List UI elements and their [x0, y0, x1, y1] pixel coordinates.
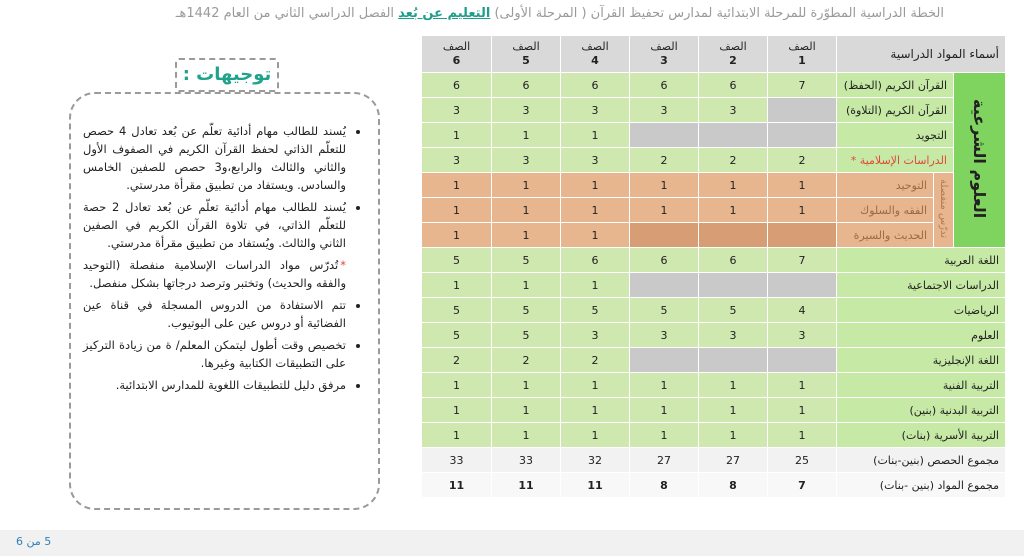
- table-row: [422, 73, 1006, 98]
- grade-1-header: الصف 1: [768, 36, 837, 73]
- table-cell: 2: [561, 348, 630, 373]
- table-cell: [630, 223, 699, 248]
- table-cell: 3: [699, 323, 768, 348]
- subject-label: اللغة العربية: [837, 248, 1006, 273]
- total-subjects-row: [422, 473, 1006, 498]
- subject-label: القرآن الكريم (التلاوة): [837, 98, 954, 123]
- table-cell: 1: [422, 423, 492, 448]
- table-cell: 1: [699, 173, 768, 198]
- table-cell: 11: [561, 473, 630, 498]
- table-cell: 5: [422, 298, 492, 323]
- separate-label: تدرّس منفصلة: [934, 173, 954, 248]
- subjects-header: أسماء المواد الدراسية: [837, 36, 1006, 73]
- table-cell: 2: [630, 148, 699, 173]
- table-cell: 1: [699, 398, 768, 423]
- table-cell: 3: [492, 148, 561, 173]
- table-cell: 1: [492, 123, 561, 148]
- table-cell: 1: [492, 373, 561, 398]
- subject-label: الفقه والسلوك: [837, 198, 934, 223]
- table-cell: 2: [699, 148, 768, 173]
- table-cell: 5: [492, 323, 561, 348]
- subject-label: القرآن الكريم (الحفظ): [837, 73, 954, 98]
- table-cell: 6: [422, 73, 492, 98]
- guideline-item: • مرفق دليل للتطبيقات اللغوية للمدارس الابتدائية.: [83, 376, 346, 394]
- subject-label: الحديث والسيرة: [837, 223, 934, 248]
- table-cell: 6: [630, 73, 699, 98]
- table-cell: 7: [768, 248, 837, 273]
- footer-band: [0, 530, 1024, 556]
- table-cell: 1: [422, 123, 492, 148]
- table-cell: 7: [768, 73, 837, 98]
- table-cell: 3: [561, 148, 630, 173]
- table-cell: 1: [699, 373, 768, 398]
- table-cell: 4: [768, 298, 837, 323]
- table-row: [422, 423, 1006, 448]
- subject-label: الدراسات الاجتماعية: [837, 273, 1006, 298]
- table-cell: 1: [630, 373, 699, 398]
- table-row: [422, 298, 1006, 323]
- table-cell: 1: [630, 173, 699, 198]
- grade-2-header: الصف 2: [699, 36, 768, 73]
- study-plan-table: [421, 35, 1006, 498]
- table-cell: [768, 98, 837, 123]
- guidelines-title: توجيهات :: [175, 58, 279, 92]
- table-cell: [699, 123, 768, 148]
- table-cell: [768, 123, 837, 148]
- table-cell: [630, 123, 699, 148]
- table-row: [422, 223, 1006, 248]
- table-row: [422, 98, 1006, 123]
- table-row: [422, 198, 1006, 223]
- table-cell: 1: [768, 423, 837, 448]
- table-cell: 32: [561, 448, 630, 473]
- table-cell: 1: [492, 223, 561, 248]
- table-row: [422, 148, 1006, 173]
- subject-label: اللغة الإنجليزية: [837, 348, 1006, 373]
- table-cell: 1: [492, 423, 561, 448]
- title-highlight: التعليم عن بُعد: [398, 6, 491, 21]
- table-cell: 1: [422, 198, 492, 223]
- table-cell: 3: [492, 98, 561, 123]
- table-row: [422, 173, 1006, 198]
- table-cell: 33: [422, 448, 492, 473]
- table-row: [422, 273, 1006, 298]
- subject-label: التجويد: [837, 123, 954, 148]
- table-cell: 1: [422, 223, 492, 248]
- table-cell: 25: [768, 448, 837, 473]
- table-cell: 3: [561, 323, 630, 348]
- table-cell: 1: [561, 223, 630, 248]
- table-cell: 6: [630, 248, 699, 273]
- sharia-group-label: العلوم الشرعية: [954, 73, 1006, 248]
- table-cell: 1: [422, 173, 492, 198]
- table-cell: 1: [492, 198, 561, 223]
- total-periods-label: مجموع الحصص (بنين-بنات): [837, 448, 1006, 473]
- table-cell: 2: [422, 348, 492, 373]
- table-cell: 3: [630, 323, 699, 348]
- table-cell: 1: [630, 398, 699, 423]
- table-row: [422, 323, 1006, 348]
- table-cell: 1: [561, 198, 630, 223]
- table-cell: [768, 223, 837, 248]
- grade-6-header: الصف 6: [422, 36, 492, 73]
- table-cell: 6: [699, 73, 768, 98]
- table-cell: 5: [492, 298, 561, 323]
- table-row: [422, 373, 1006, 398]
- header-row: [422, 36, 1006, 73]
- table-cell: 27: [630, 448, 699, 473]
- grade-4-header: الصف 4: [561, 36, 630, 73]
- table-cell: 8: [630, 473, 699, 498]
- table-cell: [699, 348, 768, 373]
- table-cell: 2: [492, 348, 561, 373]
- table-cell: 7: [768, 473, 837, 498]
- total-subjects-label: مجموع المواد (بنين -بنات): [837, 473, 1006, 498]
- table-cell: 6: [699, 248, 768, 273]
- table-cell: 8: [699, 473, 768, 498]
- table-cell: 3: [699, 98, 768, 123]
- table-cell: 5: [630, 298, 699, 323]
- table-cell: 1: [699, 198, 768, 223]
- table-cell: 1: [561, 398, 630, 423]
- subject-label: التوحيد: [837, 173, 934, 198]
- table-cell: 3: [422, 148, 492, 173]
- guideline-item: • تخصيص وقت أطول ليتمكن المعلم/ ة من زيادة التركيز على التطبيقات الكتابية وغيرها.: [83, 336, 346, 372]
- grade-5-header: الصف 5: [492, 36, 561, 73]
- table-cell: 1: [768, 398, 837, 423]
- table-cell: 5: [492, 248, 561, 273]
- table-cell: 11: [492, 473, 561, 498]
- subject-label: التربية الفنية: [837, 373, 1006, 398]
- table-row: [422, 123, 1006, 148]
- table-cell: 6: [561, 73, 630, 98]
- table-cell: 3: [561, 98, 630, 123]
- table-cell: 11: [422, 473, 492, 498]
- table-cell: 5: [422, 248, 492, 273]
- table-cell: 3: [422, 98, 492, 123]
- table-cell: [699, 223, 768, 248]
- table-cell: 1: [422, 373, 492, 398]
- table-cell: 5: [699, 298, 768, 323]
- table-cell: 1: [561, 123, 630, 148]
- table-cell: 2: [768, 148, 837, 173]
- table-cell: 3: [630, 98, 699, 123]
- subject-label: التربية الأسرية (بنات): [837, 423, 1006, 448]
- subject-label: التربية البدنية (بنين): [837, 398, 1006, 423]
- table-cell: 1: [561, 423, 630, 448]
- guidelines-box: [69, 92, 380, 510]
- subject-label: العلوم: [837, 323, 1006, 348]
- table-cell: 1: [768, 198, 837, 223]
- table-cell: 1: [630, 198, 699, 223]
- table-cell: [630, 273, 699, 298]
- table-cell: 1: [699, 423, 768, 448]
- table-cell: [768, 273, 837, 298]
- table-cell: 1: [561, 273, 630, 298]
- table-cell: [630, 348, 699, 373]
- guideline-item: • تتم الاستفادة من الدروس المسجلة في قناة عين الفضائية أو دروس عين على اليوتيوب.: [83, 296, 346, 332]
- table-cell: 1: [630, 423, 699, 448]
- table-cell: [699, 273, 768, 298]
- table-cell: 1: [492, 398, 561, 423]
- table-cell: 3: [768, 323, 837, 348]
- table-cell: 5: [561, 298, 630, 323]
- subject-label: الدراسات الإسلامية *: [837, 148, 954, 173]
- table-row: [422, 398, 1006, 423]
- table-cell: 1: [768, 173, 837, 198]
- table-cell: 33: [492, 448, 561, 473]
- total-periods-row: [422, 448, 1006, 473]
- table-row: [422, 248, 1006, 273]
- guideline-item: • يُسند للطالب مهام أدائية تعلّم عن بُعد تعادل 2 حصة للتعلّم الذاتي، في تلاوة القرآن الكريم في الصفين الثاني والثالث. ويُستفاد من تطبيق مقرأة مدرستي.: [83, 198, 346, 252]
- table-cell: 1: [768, 373, 837, 398]
- page-title: الخطة الدراسية المطوّرة للمرحلة الابتدائية لمدارس تحفيظ القرآن ( المرحلة الأولى) التعليم عن بُعد الفصل الدراسي الثاني من العام 1442هـ: [175, 6, 944, 21]
- table-cell: 6: [492, 73, 561, 98]
- table-cell: 1: [492, 173, 561, 198]
- table-cell: 5: [422, 323, 492, 348]
- guideline-item: • يُسند للطالب مهام أدائية تعلّم عن بُعد تعادل 4 حصص للتعلّم الذاتي لحفظ القرآن الكريم في الصفوف الأول والثاني والثالث والرابع،و3 حصص للصفين الخامس والسادس. ويستفاد من تطبيق مقرأة مدرستي.: [83, 122, 346, 194]
- page-number: 5 من 6: [16, 535, 52, 548]
- table-cell: 6: [561, 248, 630, 273]
- grade-3-header: الصف 3: [630, 36, 699, 73]
- table-cell: 27: [699, 448, 768, 473]
- table-cell: 1: [422, 398, 492, 423]
- guidelines-list: [83, 122, 362, 394]
- table-cell: 1: [561, 173, 630, 198]
- guideline-item: * تُدرّس مواد الدراسات الإسلامية منفصلة (التوحيد والفقه والحديث) وتختبر وترصد درجاتها بشكل منفصل.: [83, 256, 346, 292]
- table-cell: 1: [561, 373, 630, 398]
- table-cell: 1: [422, 273, 492, 298]
- subject-label: الرياضيات: [837, 298, 1006, 323]
- table-cell: [768, 348, 837, 373]
- table-cell: 1: [492, 273, 561, 298]
- table-row: [422, 348, 1006, 373]
